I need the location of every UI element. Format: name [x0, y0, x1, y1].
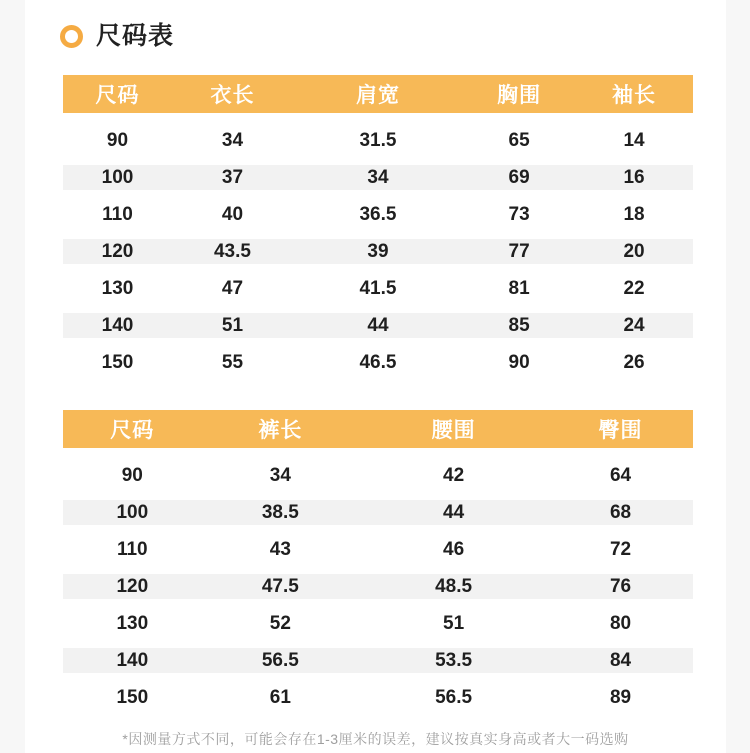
table-cell: 34 — [367, 166, 389, 188]
column-header: 尺码 — [110, 419, 155, 442]
section-title-row — [60, 23, 726, 49]
table-cell: 44 — [443, 501, 465, 523]
table-cell: 90 — [508, 351, 530, 373]
table-row — [63, 307, 693, 344]
table-cell: 81 — [508, 277, 530, 299]
table-row — [63, 679, 693, 716]
table-cell: 130 — [116, 612, 149, 634]
column-header: 尺码 — [95, 84, 140, 107]
table-cell: 120 — [101, 240, 134, 262]
table-cell: 150 — [116, 686, 149, 708]
table-cell: 47.5 — [261, 575, 299, 597]
table-cell: 41.5 — [359, 277, 397, 299]
table-cell: 68 — [609, 501, 632, 523]
table-cell: 90 — [121, 464, 143, 486]
table-cell: 64 — [609, 464, 632, 486]
table-cell: 69 — [508, 166, 530, 188]
table-cell: 55 — [221, 351, 244, 373]
left-page-margin — [0, 0, 25, 753]
table-cell: 20 — [623, 240, 645, 262]
table-cell: 56.5 — [435, 686, 473, 708]
table-cell: 34 — [269, 464, 291, 486]
ring-icon — [60, 25, 83, 48]
table-row — [63, 233, 693, 270]
table-row — [63, 568, 693, 605]
table-cell: 53.5 — [435, 649, 473, 671]
table-header-row — [63, 410, 693, 448]
column-header: 臀围 — [598, 419, 643, 442]
table-cell: 89 — [609, 686, 632, 708]
table-cell: 61 — [269, 686, 291, 708]
table-cell: 85 — [508, 314, 530, 336]
column-header: 腰围 — [431, 419, 476, 442]
column-header: 衣长 — [210, 84, 255, 107]
table-cell: 22 — [623, 277, 645, 299]
column-header: 袖长 — [612, 84, 657, 107]
table-cell: 76 — [609, 575, 632, 597]
table-cell: 130 — [101, 277, 134, 299]
table-row — [63, 344, 693, 381]
bottoms-size-table — [63, 410, 693, 716]
table-cell: 77 — [508, 240, 530, 262]
table-cell: 46.5 — [359, 351, 397, 373]
table-cell: 44 — [367, 314, 389, 336]
table-cell: 48.5 — [435, 575, 473, 597]
table-cell: 72 — [609, 538, 632, 560]
table-cell: 34 — [221, 129, 244, 151]
right-page-margin — [726, 0, 750, 753]
table-cell: 110 — [116, 538, 148, 560]
table-cell: 52 — [269, 612, 291, 634]
table-cell: 65 — [508, 129, 530, 151]
table-cell: 140 — [116, 649, 149, 671]
table-cell: 47 — [221, 277, 244, 299]
table-cell: 80 — [609, 612, 632, 634]
table-row — [63, 494, 693, 531]
table-cell: 73 — [508, 203, 530, 225]
table-row — [63, 122, 693, 159]
table-cell: 51 — [221, 314, 244, 336]
column-header: 裤长 — [258, 419, 303, 442]
table-header-row — [63, 75, 693, 113]
table-body — [63, 448, 693, 716]
table-cell: 26 — [623, 351, 645, 373]
table-cell: 100 — [101, 166, 134, 188]
table-cell: 24 — [623, 314, 645, 336]
table-cell: 90 — [106, 129, 129, 151]
table-body — [63, 113, 693, 381]
table-cell: 84 — [609, 649, 632, 671]
table-cell: 39 — [367, 240, 389, 262]
table-cell: 14 — [623, 129, 645, 151]
table-row — [63, 642, 693, 679]
table-row — [63, 457, 693, 494]
table-row — [63, 159, 693, 196]
table-cell: 120 — [116, 575, 149, 597]
table-cell: 38.5 — [261, 501, 299, 523]
column-header: 胸围 — [497, 84, 542, 107]
table-cell: 31.5 — [359, 129, 397, 151]
tops-size-table — [63, 75, 693, 381]
table-cell: 36.5 — [359, 203, 397, 225]
table-cell: 56.5 — [261, 649, 299, 671]
table-cell: 43 — [269, 538, 291, 560]
table-cell: 100 — [116, 501, 149, 523]
table-row — [63, 531, 693, 568]
table-cell: 110 — [102, 203, 133, 225]
table-cell: 18 — [623, 203, 645, 225]
table-cell: 37 — [221, 166, 244, 188]
column-header: 肩宽 — [355, 84, 400, 107]
measurement-disclaimer: *因测量方式不同，可能会存在1-3厘米的误差，建议按真实身高或者大一码选购 — [122, 731, 629, 747]
page-title: 尺码表 — [96, 22, 175, 50]
table-row — [63, 196, 693, 233]
content-area — [25, 0, 726, 753]
table-cell: 16 — [623, 166, 645, 188]
table-cell: 42 — [443, 464, 465, 486]
table-cell: 40 — [221, 203, 244, 225]
table-cell: 150 — [101, 351, 134, 373]
table-cell: 140 — [101, 314, 134, 336]
table-row — [63, 270, 693, 307]
table-row — [63, 605, 693, 642]
table-cell: 46 — [443, 538, 465, 560]
table-cell: 51 — [443, 612, 465, 634]
table-cell: 43.5 — [213, 240, 251, 262]
